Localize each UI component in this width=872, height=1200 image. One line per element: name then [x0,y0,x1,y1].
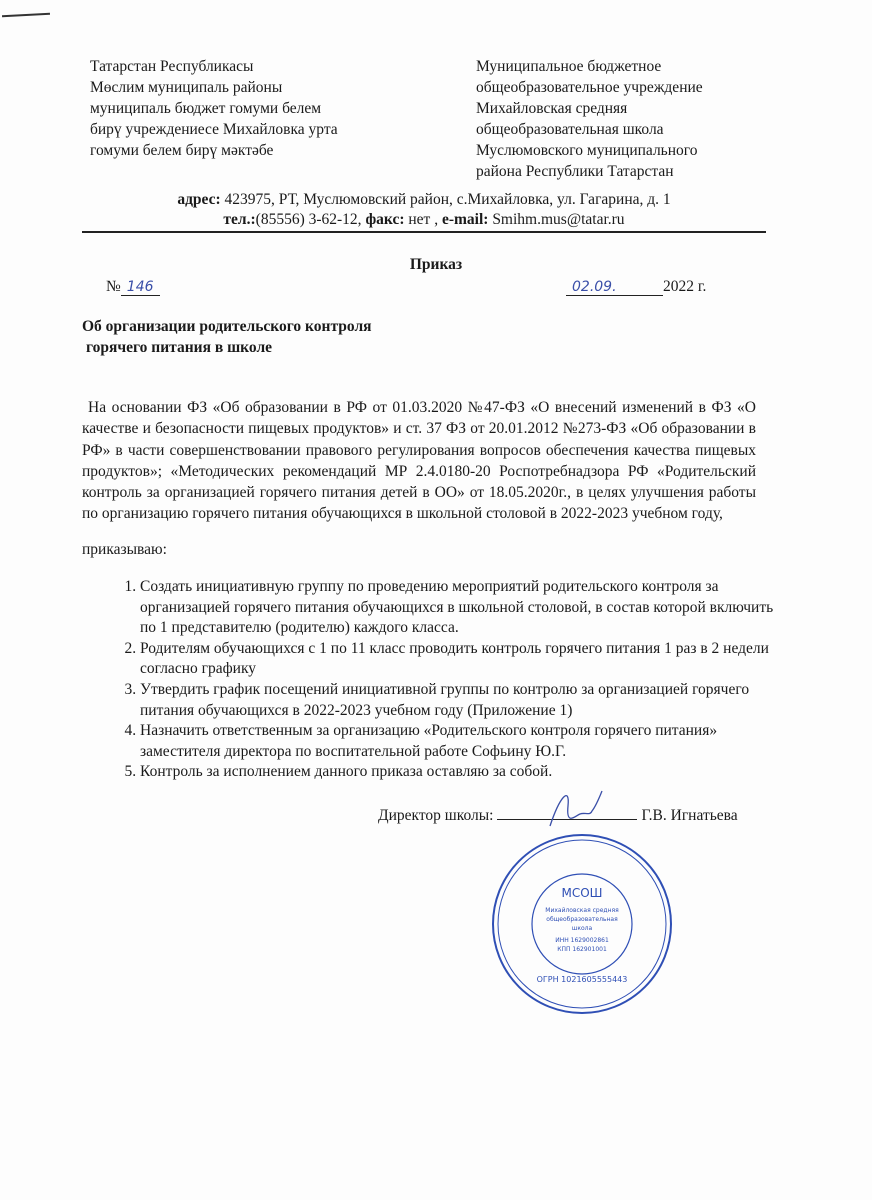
address-label: адрес: [177,191,221,208]
stamp-text: Михайловская средняя [545,907,619,914]
address-value: 423975, РТ, Муслюмовский район, с.Михайловка, ул. Гагарина, д. 1 [220,191,671,208]
order-word: приказываю: [82,541,167,558]
stamp-ogrn: ОГРН 1021605555443 [536,975,628,984]
order-date [566,278,706,296]
doc-title: Приказ [409,256,463,273]
stamp-text: общеобразовательная [546,916,618,923]
signer-name: Г.В. Игнатьева [641,807,738,824]
official-stamp [490,832,675,1017]
number-prefix: № [106,278,121,295]
list-item: 1. Создать инициативную группу по проведению мероприятий родительского контроля за организацией горячего питания обучающихся в школьной столовой, в состав которой включить по 1 представителю (родителю) каждого класса. [140,577,790,639]
header-line: Татарстан Республикасы [90,58,254,75]
email-value: Smihm.mus@tatar.ru [488,211,625,228]
stamp-text: ИНН 1629002861 [555,937,609,944]
header-left [90,56,338,161]
header-divider [82,231,766,233]
list-item: 2. Родителям обучающихся с 1 по 11 класс проводить контроль горячего питания 1 раз в 2 недели согласно графику [140,639,790,680]
header-line: Муслюмовского муниципального [476,142,698,159]
signature-scribble [530,786,620,836]
subject-line: Об организации родительского контроля [82,318,372,335]
stamp-text: КПП 162901001 [557,946,607,953]
subject-line: горячего питания в школе [86,339,273,356]
header-right [476,56,703,182]
list-item: 3. Утвердить график посещений инициативной группы по контролю за организацией горячего питания обучающихся в 2022-2023 учебном году (Приложение 1) [140,680,790,721]
tel-value: (85556) 3-62-12, [255,211,366,228]
header-line: района Республики Татарстан [476,163,674,180]
tel-label: тел.: [223,211,256,228]
stamp-center: МСОШ [561,886,603,900]
preamble [82,397,756,525]
header-line: Муниципальное бюджетное [476,58,662,75]
address-block [82,190,766,230]
list-item: 5. Контроль за исполнением данного приказа оставляю за собой. [140,762,790,783]
header-line: общеобразовательная школа [476,121,664,138]
stamp-text: школа [571,925,593,932]
header-line: общеобразовательное учреждение [476,79,703,96]
date-year: 2022 г. [663,278,707,295]
number-handwritten: 146 [121,279,160,296]
header-line: бирү учреждениесе Михайловка урта [90,121,338,138]
subject [82,316,372,358]
order-number [106,278,160,296]
date-handwritten: 02.09. [566,279,663,296]
email-label: e-mail: [441,211,489,228]
preamble-text: На основании ФЗ «Об образовании в РФ от 01.03.2020 №47-ФЗ «О внесений изменений в ФЗ «О качестве и безопасности пищевых продуктов» и ст. 37 ФЗ от 20.01.2012 №273-ФЗ «Об образовании в РФ» в части совершенствовании правового регулирования вопросов обеспечения качества пищевых продуктов»; «Методических рекомендаций МР 2.4.0180-20 Роспотребнадзора РФ «Родительский контроль за организацией горячего питания детей в ОО» от 18.05.2020г., в целях улучшения работы по организацию горячего питания обучающихся в школьной столовой в 2022-2023 учебном году, [82,399,756,523]
list-item: 4. Назначить ответственным за организацию «Родительского контроля горячего питания» заместителя директора по воспитательной работе Софьину Ю.Г. [140,721,790,762]
fax-value: нет , [404,211,442,228]
fax-label: факс: [365,211,405,228]
signature-label: Директор школы: [378,807,494,824]
order-items [112,577,790,783]
header-line: муниципаль бюджет гомуми белем [90,100,322,117]
header-line: гомуми белем бирү мәктәбе [90,142,274,159]
header-line: Михайловская средняя [476,100,628,117]
scan-mark [2,13,50,18]
header-line: Мөслим муниципаль районы [90,79,283,96]
